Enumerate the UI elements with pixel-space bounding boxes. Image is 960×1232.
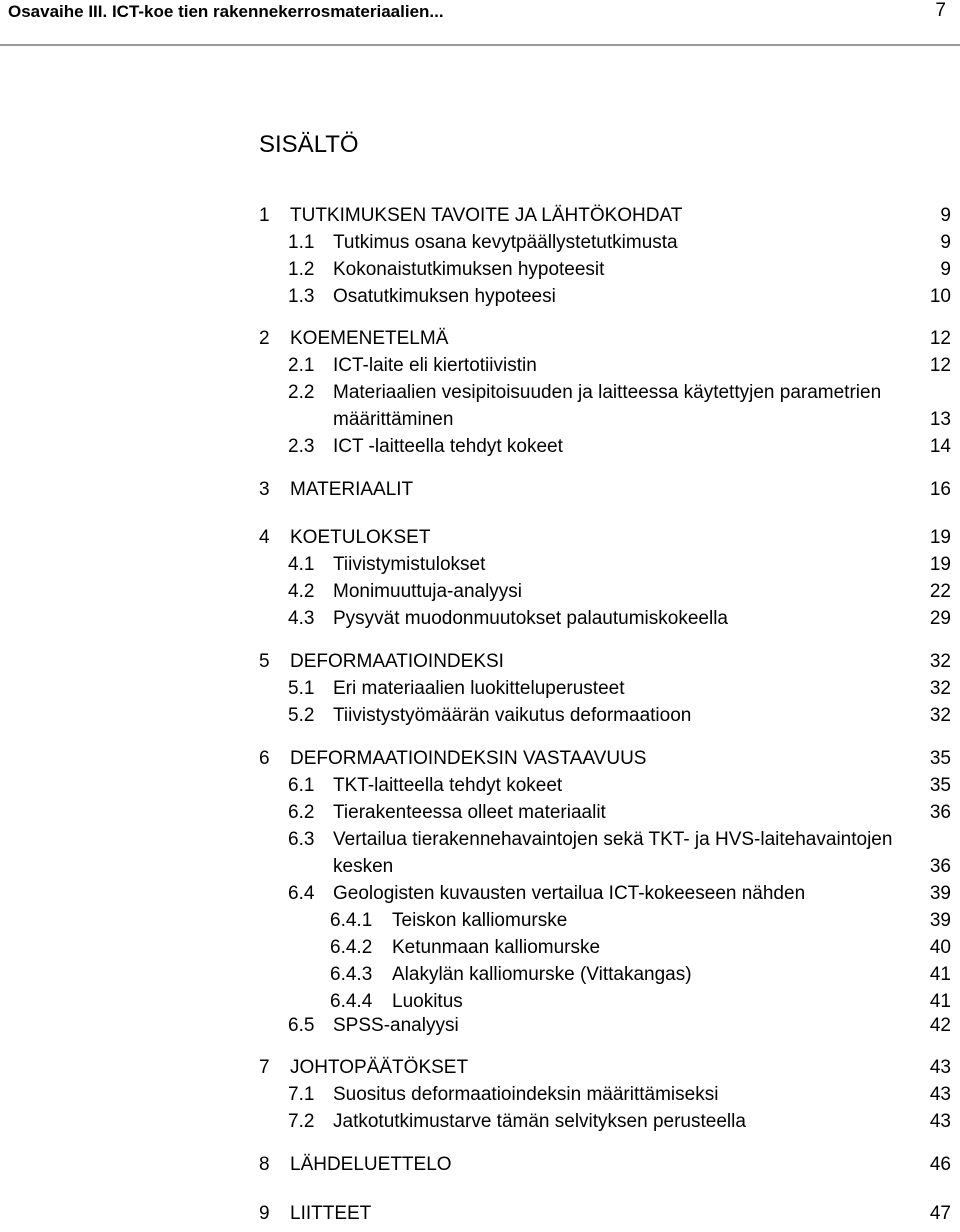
toc-entry: [0, 773, 951, 799]
toc-entry-page: 32: [929, 705, 951, 726]
toc-entry-page: 9: [940, 259, 951, 280]
toc-entry-number: 4.2: [288, 581, 315, 602]
toc-entry: [0, 203, 951, 229]
toc-entry-page: 32: [929, 678, 951, 699]
toc-entry-title: Jatkotutkimustarve tämän selvityksen perusteella: [333, 1111, 746, 1132]
toc-entry: [0, 579, 951, 605]
toc-entry-number: 8: [259, 1154, 270, 1175]
toc-entry-title: Osatutkimuksen hypoteesi: [333, 286, 556, 307]
toc-entry-page: 41: [929, 964, 951, 985]
toc-entry-page: 19: [929, 527, 951, 548]
toc-entry: [0, 1201, 951, 1227]
toc-entry-number: 6.3: [288, 829, 315, 850]
toc-entry-number: 9: [259, 1203, 270, 1224]
toc-entry-page: 36: [929, 802, 951, 823]
toc-entry-number: 6.4.4: [330, 991, 373, 1012]
toc-entry-number: 2.2: [288, 382, 315, 403]
toc-entry-number: 6.4: [288, 883, 315, 904]
toc-entry-title: JOHTOPÄÄTÖKSET: [290, 1057, 469, 1078]
toc-entry-title: MATERIAALIT: [290, 479, 414, 500]
toc-entry-title: Pysyvät muodonmuutokset palautumiskokeella: [333, 608, 728, 629]
toc-entry-page: 12: [929, 328, 951, 349]
toc-entry-page: 35: [929, 775, 951, 796]
toc-entry: [0, 230, 951, 256]
toc-entry: [0, 353, 951, 379]
toc-entry: [0, 989, 951, 1015]
toc-entry-title: kesken: [333, 856, 394, 877]
toc-entry-number: 1.1: [288, 232, 315, 253]
toc-entry-page: 40: [929, 937, 951, 958]
toc-entry-title: ICT -laitteella tehdyt kokeet: [333, 436, 563, 457]
toc-entry-page: 9: [940, 205, 951, 226]
toc-entry: [0, 606, 951, 632]
toc-entry-number: 1: [259, 205, 270, 226]
toc-entry-page: 10: [929, 286, 951, 307]
toc-entry: [0, 1152, 951, 1178]
toc-entry-title: TKT-laitteella tehdyt kokeet: [333, 775, 563, 796]
toc-entry-title: Tutkimus osana kevytpäällystetutkimusta: [333, 232, 678, 253]
toc-entry-title: Tiivistymistulokset: [333, 554, 486, 575]
toc-entry-number: 6.4.1: [330, 910, 373, 931]
toc-entry-title: KOETULOKSET: [290, 527, 431, 548]
toc-entry-number: 6.1: [288, 775, 315, 796]
toc-entry-number: 2.3: [288, 436, 315, 457]
toc-entry: [0, 326, 951, 352]
toc-entry-number: 6.2: [288, 802, 315, 823]
toc-entry-page: 29: [929, 608, 951, 629]
toc-entry-number: 4.1: [288, 554, 315, 575]
toc-entry: [0, 703, 951, 729]
toc-entry-title: Alakylän kalliomurske (Vittakangas): [392, 964, 692, 985]
header-page-number: 7: [935, 0, 946, 21]
toc-entry-title: Suositus deformaatioindeksin määrittämiseksi: [333, 1084, 719, 1105]
toc-entry: [0, 525, 951, 551]
toc-entry-number: 4: [259, 527, 270, 548]
toc-entry: [0, 935, 951, 961]
toc-entry-title: DEFORMAATIOINDEKSI: [290, 651, 504, 672]
toc-entry-page: 22: [929, 581, 951, 602]
toc-entry-title: Materiaalien vesipitoisuuden ja laitteessa käytettyjen parametrien: [333, 382, 882, 403]
toc-entry-page: 39: [929, 910, 951, 931]
toc-entry: [0, 746, 951, 772]
toc-entry-title: Tiivistystyömäärän vaikutus deformaatioon: [333, 705, 692, 726]
toc-entry-page: 32: [929, 651, 951, 672]
toc-entry-number: 2.1: [288, 355, 315, 376]
toc-entry-title: Geologisten kuvausten vertailua ICT-kokeeseen nähden: [333, 883, 806, 904]
toc-entry-page: 19: [929, 554, 951, 575]
toc-entry-number: 6.4.2: [330, 937, 373, 958]
toc-entry: [0, 881, 951, 907]
toc-title: SISÄLTÖ: [259, 131, 359, 158]
toc-entry-number: 5.2: [288, 705, 315, 726]
toc-entry: [0, 676, 951, 702]
toc-entry-number: 6.4.3: [330, 964, 373, 985]
toc-entry-page: 42: [929, 1015, 951, 1036]
toc-entry: [0, 962, 951, 988]
toc-entry: [0, 284, 951, 310]
toc-entry: [0, 380, 951, 406]
toc-entry-number: 4.3: [288, 608, 315, 629]
toc-entry-page: 13: [929, 409, 951, 430]
toc-entry: [0, 434, 951, 460]
toc-entry-page: 46: [929, 1154, 951, 1175]
toc-entry: [0, 477, 951, 503]
toc-entry: [0, 1109, 951, 1135]
toc-entry: [0, 1082, 951, 1108]
toc-entry-page: 36: [929, 856, 951, 877]
header-rule: [0, 44, 960, 46]
toc-entry-title: Kokonaistutkimuksen hypoteesit: [333, 259, 605, 280]
page-header: [0, 0, 960, 44]
toc-entry-title: Eri materiaalien luokitteluperusteet: [333, 678, 625, 699]
toc-entry-title: Monimuuttuja-analyysi: [333, 581, 523, 602]
toc-entry-number: 6.5: [288, 1015, 315, 1036]
toc-entry-title: LÄHDELUETTELO: [290, 1154, 452, 1175]
toc-entry-page: 43: [929, 1084, 951, 1105]
toc-entry: [0, 800, 951, 826]
toc-entry-title: KOEMENETELMÄ: [290, 328, 449, 349]
toc-entry-page: 47: [929, 1203, 951, 1224]
toc-entry-page: 35: [929, 748, 951, 769]
toc-entry-page: 43: [929, 1057, 951, 1078]
toc-entry-title: määrittäminen: [333, 409, 454, 430]
toc-entry-number: 2: [259, 328, 270, 349]
toc-entry-title: TUTKIMUKSEN TAVOITE JA LÄHTÖKOHDAT: [290, 205, 683, 226]
toc-entry: [0, 1013, 951, 1039]
toc-entry: [0, 649, 951, 675]
toc-entry-number: 1.3: [288, 286, 315, 307]
toc-entry-page: 12: [929, 355, 951, 376]
toc-entry: [0, 908, 951, 934]
toc-entry-number: 6: [259, 748, 270, 769]
toc-entry-title: Luokitus: [392, 991, 463, 1012]
toc-entry-number: 5: [259, 651, 270, 672]
toc-entry-number: 5.1: [288, 678, 315, 699]
toc-entry-number: 7.1: [288, 1084, 315, 1105]
toc-entry-title: LIITTEET: [290, 1203, 372, 1224]
toc-entry-number: 1.2: [288, 259, 315, 280]
header-title: Osavaihe III. ICT-koe tien rakennekerrosmateriaalien...: [8, 2, 444, 21]
toc-entry-number: 7: [259, 1057, 270, 1078]
toc-entry-page: 16: [929, 479, 951, 500]
toc-entry-title: SPSS-analyysi: [333, 1015, 459, 1036]
toc-entry: [0, 407, 951, 433]
toc-entry-page: 9: [940, 232, 951, 253]
toc-entry-title: Vertailua tierakennehavaintojen sekä TKT- ja HVS-laitehavaintojen: [333, 829, 893, 850]
toc-entry-title: ICT-laite eli kiertotiivistin: [333, 355, 537, 376]
toc-entry-title: Tierakenteessa olleet materiaalit: [333, 802, 606, 823]
toc-entry-title: DEFORMAATIOINDEKSIN VASTAAVUUS: [290, 748, 647, 769]
toc-entry-page: 39: [929, 883, 951, 904]
toc-entry-number: 3: [259, 479, 270, 500]
toc-entry: [0, 854, 951, 880]
toc-entry: [0, 552, 951, 578]
toc-entry-page: 43: [929, 1111, 951, 1132]
toc-entry-page: 14: [929, 436, 951, 457]
toc-entry-title: Ketunmaan kalliomurske: [392, 937, 601, 958]
toc-entry-number: 7.2: [288, 1111, 315, 1132]
toc-entry: [0, 827, 951, 853]
toc-entry-page: 41: [929, 991, 951, 1012]
toc-entry: [0, 1055, 951, 1081]
toc-entry-title: Teiskon kalliomurske: [392, 910, 568, 931]
toc-entry: [0, 257, 951, 283]
